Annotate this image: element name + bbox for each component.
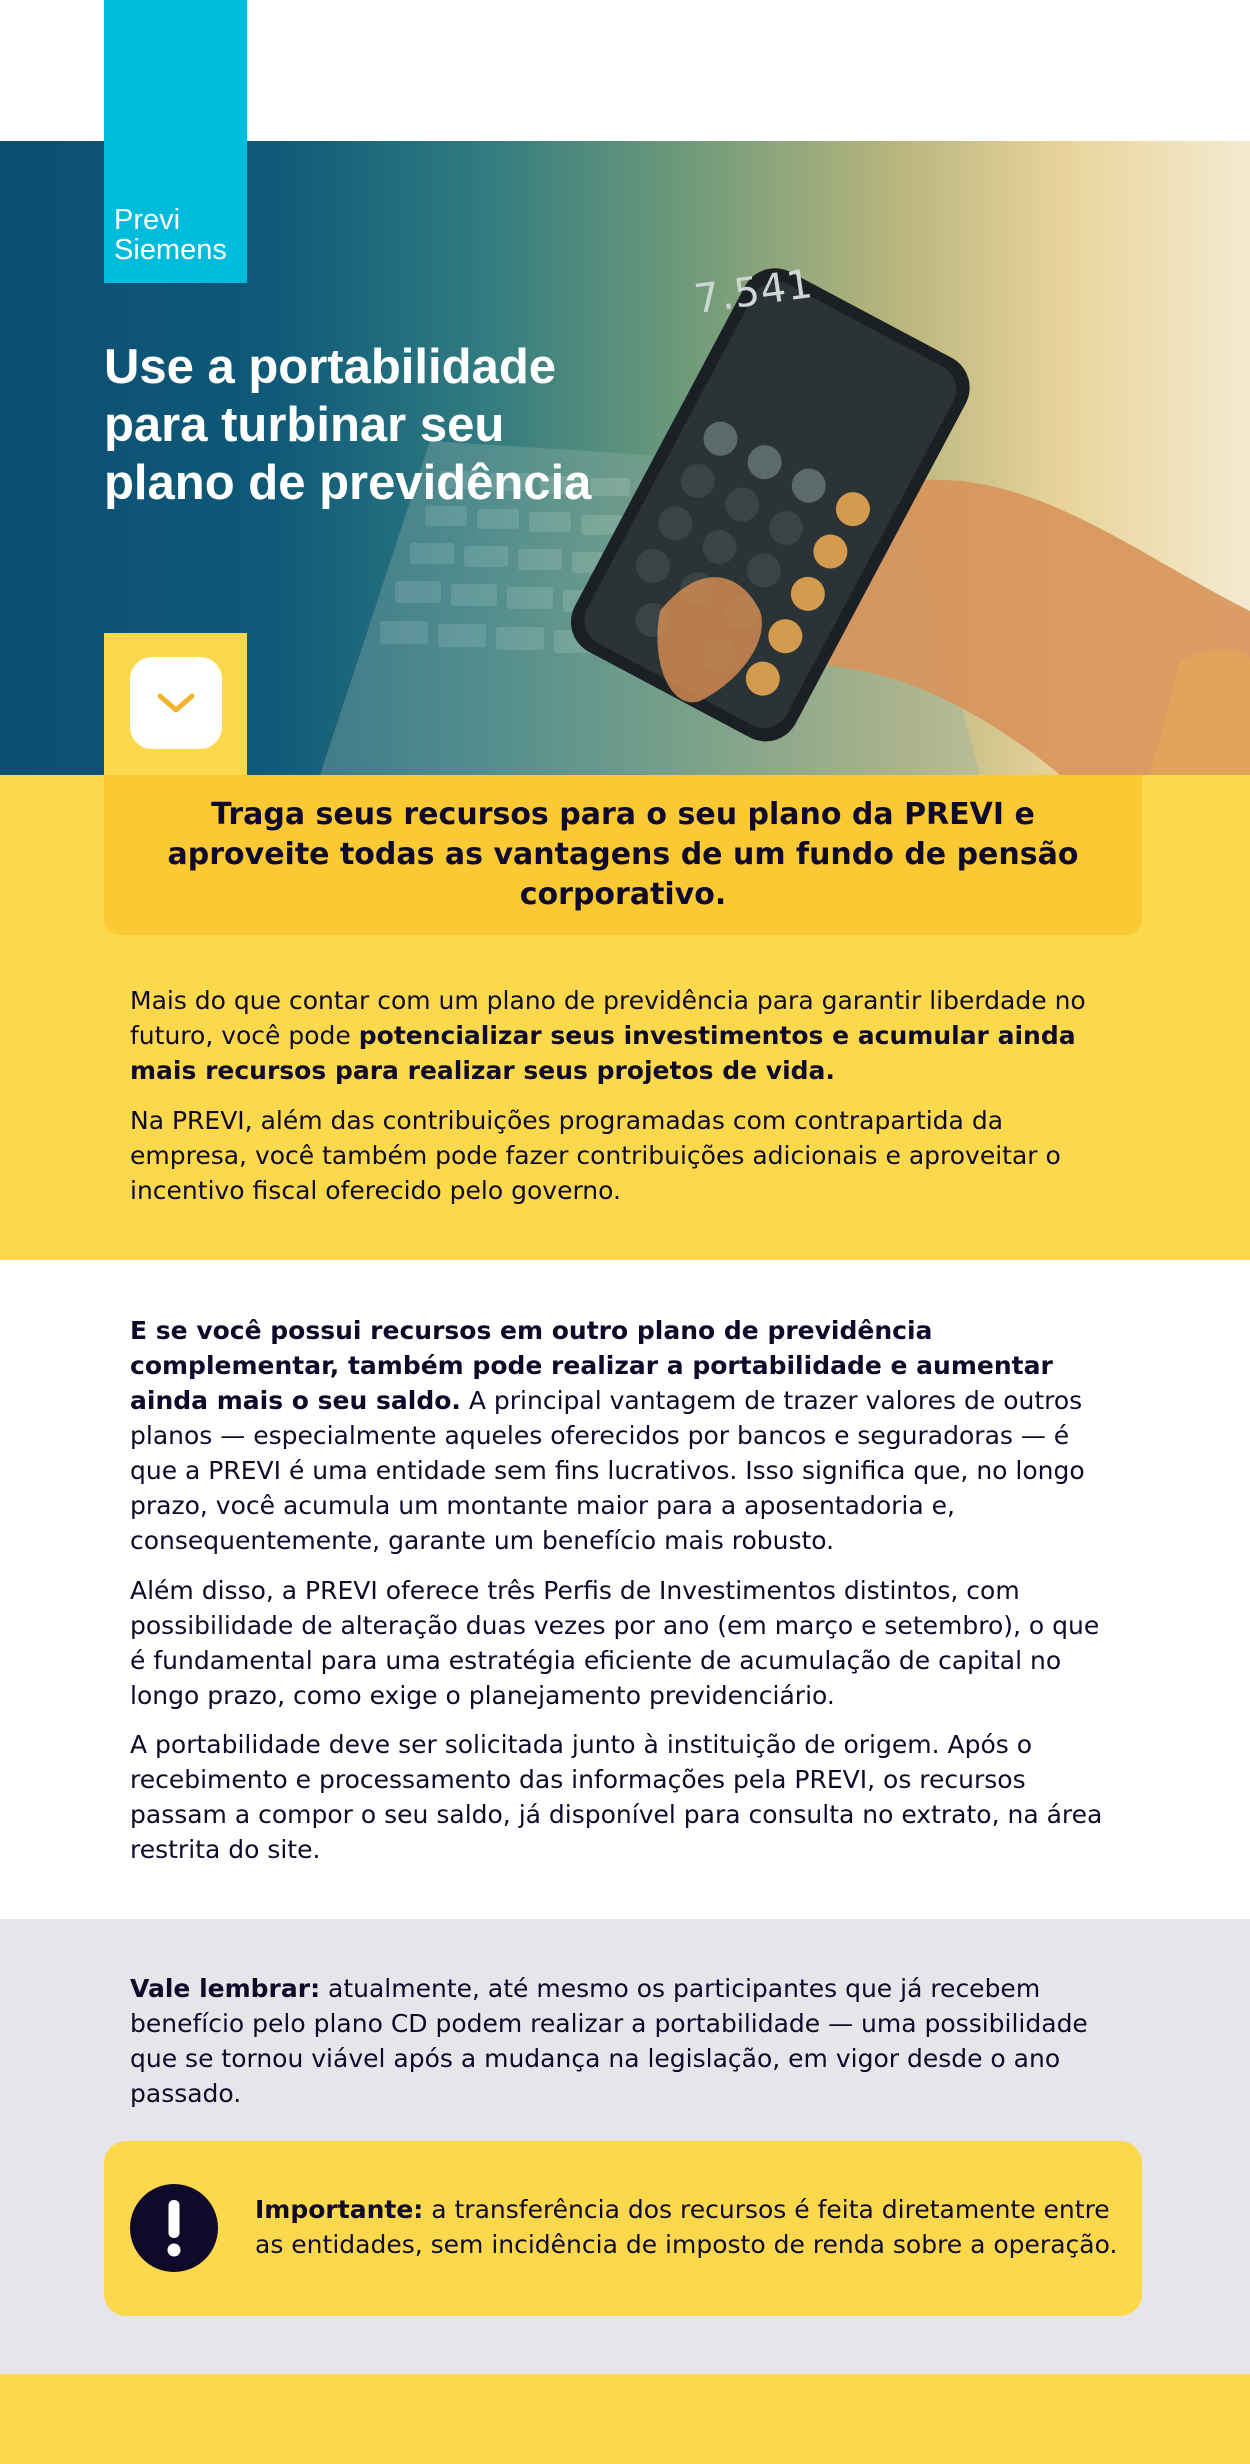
intro-paragraph-1 (130, 983, 1120, 1088)
logo-line-2: Siemens (114, 234, 227, 266)
portability-paragraph-3: A portabilidade deve ser solicitada junto à instituição de origem. Após o recebimento e processamento das informações pela PREVI, os recursos passam a compor o seu saldo, já disponível para consulta no extrato, na área restrita do site. (130, 1730, 1103, 1864)
intro-p1-bold: potencializar seus investimentos e acumular ainda mais recursos para realizar seus projetos de vida. (130, 1021, 1076, 1085)
chevron-down-icon (154, 689, 198, 717)
reminder-label: Vale lembrar: (130, 1974, 321, 2003)
intro-p1-text: Mais do que contar com um plano de previdência para garantir liberdade no futuro, você pode (130, 986, 1086, 1050)
important-paragraph (255, 2192, 1125, 2262)
portability-paragraph-1 (130, 1313, 1120, 1558)
reminder-text: atualmente, até mesmo os participantes que já recebem benefício pelo plano CD podem realizar a portabilidade — uma possibilidade que se tornou viável após a mudança na legislação, em vigor desde o ano passado. (130, 1974, 1088, 2108)
intro-paragraph-2: Na PREVI, além das contribuições programadas com contrapartida da empresa, você também pode fazer contribuições adicionais e aproveitar o incentivo fiscal oferecido pelo governo. (130, 1106, 1061, 1205)
phone-display-readout: 7.541 (691, 260, 817, 324)
highlight-callout: Traga seus recursos para o seu plano da PREVI e aproveite todas as vantagens de um fundo de pensão corporativo. (104, 775, 1142, 935)
previ-siemens-logo[interactable] (114, 205, 244, 265)
page-title: Use a portabilidade para turbinar seu plano de previdência (104, 340, 592, 510)
important-label: Importante: (255, 2195, 424, 2224)
exclamation-icon (130, 2184, 218, 2272)
scroll-down-button[interactable] (130, 657, 222, 749)
portability-paragraph-2: Além disso, a PREVI oferece três Perfis de Investimentos distintos, com possibilidade de alteração duas vezes por ano (em março e setembro), o que é fundamental para uma estratégia eficiente de acumulação de capital no longo prazo, como exige o planejamento previdenciário. (130, 1576, 1100, 1710)
footer-band (0, 2374, 1250, 2464)
reminder-paragraph (130, 1971, 1120, 2111)
important-body: a transferência dos recursos é feita diretamente entre as entidades, sem incidência de imposto de renda sobre a operação. (255, 2195, 1118, 2259)
portability-p1-bold: E se você possui recursos em outro plano de previdência complementar, também pode realizar a portabilidade e aumentar ainda mais o seu saldo. (130, 1316, 1053, 1415)
logo-line-1: Previ (114, 204, 181, 236)
portability-p1-text: A principal vantagem de trazer valores de outros planos — especialmente aqueles oferecidos por bancos e seguradoras — é que a PREVI é uma entidade sem fins lucrativos. Isso significa que, no longo prazo, você acumula um montante maior para a aposentadoria e, consequentemente, garante um benefício mais robusto. (130, 1386, 1085, 1555)
